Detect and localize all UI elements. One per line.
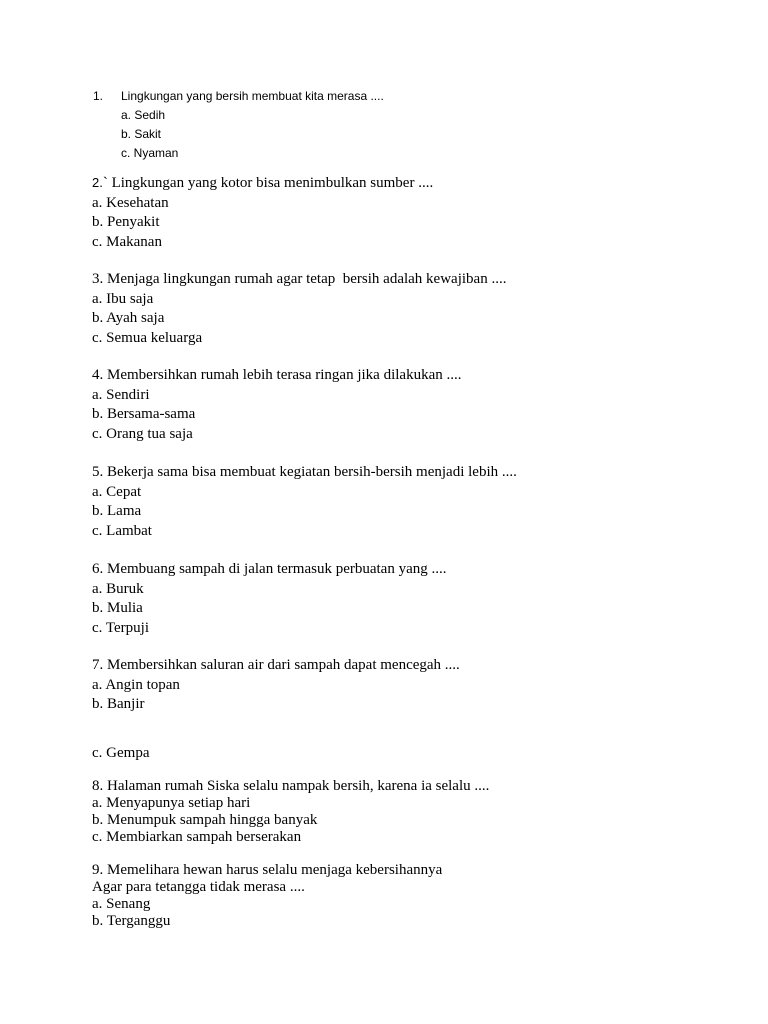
question-8	[92, 778, 489, 846]
question-5	[92, 463, 517, 541]
option-c: c. Nyaman	[121, 146, 179, 160]
option-a: a. Ibu saja	[92, 290, 154, 307]
question-text: 4. Membersihkan rumah lebih terasa ringan jika dilakukan ....	[92, 367, 462, 383]
question-text: 7. Membersihkan saluran air dari sampah dapat mencegah ....	[92, 657, 460, 673]
option-b: b. Mulia	[92, 600, 143, 617]
option-b: b. Terganggu	[92, 913, 171, 929]
question-text-continued: Agar para tetangga tidak merasa ....	[92, 879, 305, 895]
option-c: c. Semua keluarga	[92, 329, 203, 346]
option-b: b. Menumpuk sampah hingga banyak	[92, 812, 318, 828]
question-6	[92, 560, 447, 638]
question-number: 2.	[92, 175, 103, 190]
option-a: a. Kesehatan	[92, 194, 169, 211]
question-text: 9. Memelihara hewan harus selalu menjaga kebersihannya	[92, 862, 443, 878]
option-b: b. Penyakit	[92, 214, 160, 231]
option-b: b. Ayah saja	[92, 310, 165, 327]
option-a: a. Menyapunya setiap hari	[92, 795, 251, 811]
question-3	[92, 270, 506, 348]
question-9	[92, 862, 442, 930]
question-text: 8. Halaman rumah Siska selalu nampak bersih, karena ia selalu ....	[92, 778, 490, 794]
question-text: 3. Menjaga lingkungan rumah agar tetap bersih adalah kewajiban ....	[92, 271, 507, 287]
option-a: a. Cepat	[92, 483, 142, 500]
option-b: b. Banjir	[92, 696, 145, 713]
option-a: a. Sendiri	[92, 386, 150, 403]
option-b: b. Sakit	[121, 127, 162, 141]
option-b: b. Lama	[92, 503, 142, 520]
option-c: c. Makanan	[92, 233, 162, 250]
option-a: a. Sedih	[121, 108, 166, 122]
question-text: 6. Membuang sampah di jalan termasuk perbuatan yang ....	[92, 561, 447, 577]
option-a: a. Senang	[92, 896, 151, 912]
option-c: c. Lambat	[92, 522, 152, 539]
option-b: b. Bersama-sama	[92, 406, 196, 423]
option-a: a. Buruk	[92, 580, 144, 597]
option-c: c. Terpuji	[92, 619, 149, 636]
question-text: 2.` Lingkungan yang kotor bisa menimbulkan sumber ....	[92, 175, 434, 191]
option-c: c. Orang tua saja	[92, 425, 193, 442]
question-1	[93, 87, 384, 163]
question-4	[92, 366, 461, 444]
option-c: c. Gempa	[92, 744, 150, 761]
blank-gap	[92, 715, 460, 744]
question-2	[92, 173, 433, 252]
option-a: a. Angin topan	[92, 676, 180, 693]
question-text: 5. Bekerja sama bisa membuat kegiatan bersih-bersih menjadi lebih ....	[92, 464, 517, 480]
option-c: c. Membiarkan sampah berserakan	[92, 829, 302, 845]
question-number: 1.	[93, 89, 104, 103]
question-text: Lingkungan yang bersih membuat kita merasa ....	[121, 89, 384, 103]
question-7	[92, 656, 460, 763]
